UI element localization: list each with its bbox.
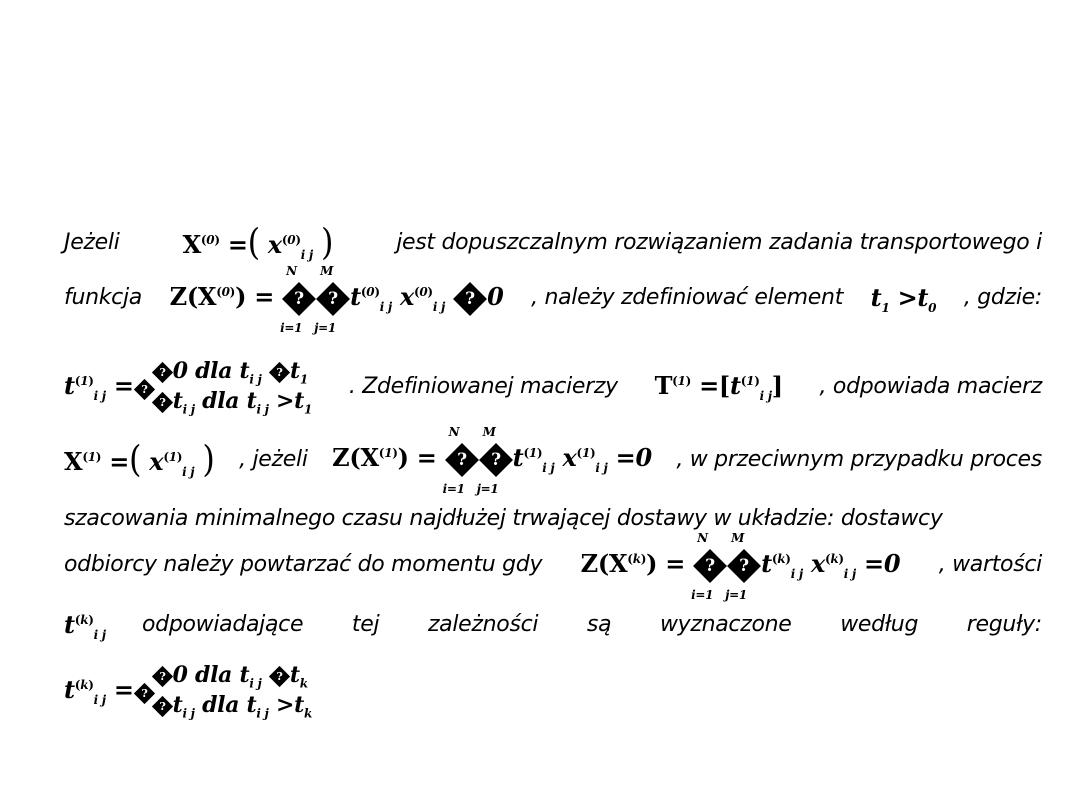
text-line-8 — [64, 654, 1042, 726]
text-line-7 — [64, 609, 1042, 642]
sum-symbol-i: ? N i=1 — [445, 446, 479, 472]
placeholder-glyph-icon: ? — [693, 549, 727, 583]
text-gdzie: , gdzie: — [963, 285, 1042, 311]
text-w-przeciwnym: , w przeciwnym przypadku proces — [676, 446, 1042, 472]
text-jezeli-2: , jeżeli — [239, 446, 308, 472]
placeholder-glyph-icon: ? — [134, 379, 155, 400]
text-line-4 — [64, 425, 1042, 496]
formula-t1-gt-t0: $t_1 >t_0$ — [870, 282, 937, 315]
placeholder-glyph-icon: ? — [269, 665, 290, 686]
formula-tk-piecewise: $t^{(k)}_{i j}$ = ? 0 dla $t_{i j}$ ? $t_k$ ? $t_{i j}$ dla $t_{i j} >t_k$ ? — [64, 662, 312, 721]
sum-symbol-j: ? M j=1 — [479, 446, 513, 472]
word: tej — [351, 612, 380, 637]
sum-symbol-i: ? N i=1 — [282, 285, 316, 311]
sum-symbol-i: ? N i=1 — [693, 552, 727, 578]
word: odpowiadające — [142, 612, 304, 637]
placeholder-glyph-icon: ? — [269, 361, 290, 382]
placeholder-glyph-icon: ? — [152, 361, 173, 382]
placeholder-glyph-icon: ? — [152, 391, 173, 412]
placeholder-glyph-icon: ? — [134, 683, 155, 704]
word: zależności — [427, 612, 539, 637]
word: są — [586, 612, 612, 637]
text-line-6 — [64, 531, 1042, 602]
placeholder-glyph-icon: ? — [152, 695, 173, 716]
formula-z-xk: $Z(X^{(k)})$ = ? N i=1 ? M j=1 $t^{(k)}_{i j}$ $x^{(k)}_{i j} =0$ — [580, 531, 901, 602]
placeholder-glyph-icon: ? — [727, 549, 761, 583]
text-szacowania: szacowania minimalnego czasu najdłużej trwającej dostawy w układzie: dostawcy — [64, 506, 943, 531]
text-odbiorcy: odbiorcy należy powtarzać do momentu gdy — [64, 552, 543, 578]
text-odpowiada: , odpowiada macierz — [819, 373, 1042, 399]
placeholder-glyph-icon: ? — [453, 282, 487, 316]
word: wyznaczone — [659, 612, 792, 637]
text-line1-rest: jest dopuszczalnym rozwiązaniem zadania transportowego i — [396, 229, 1042, 255]
text-zdefiniowanej: . Zdefiniowanej macierzy — [348, 373, 618, 399]
formula-T1: $T^{(1)} =[t^{(1)}_{i j}]$ — [654, 371, 783, 403]
text-funkcja: funkcja — [64, 285, 142, 311]
formula-x0-definition: $X^{(0)}$ =( $x^{(0)}_{i j}$ ) — [182, 220, 334, 264]
placeholder-glyph-icon: ? — [282, 282, 316, 316]
text-line-1 — [64, 220, 1042, 264]
placeholder-glyph-icon: ? — [316, 282, 350, 316]
sum-symbol-j: ? M j=1 — [727, 552, 761, 578]
text-jezeli: Jeżeli — [64, 229, 120, 255]
sum-symbol-j: ? M j=1 — [316, 285, 350, 311]
word: reguły: — [966, 612, 1042, 637]
formula-z-x1: $Z(X^{(1)})$ = ? N i=1 ? M j=1 $t^{(1)}_{i j}$ $x^{(1)}_{i j} =0$ — [332, 425, 652, 496]
word: według — [840, 612, 919, 637]
placeholder-glyph-icon: ? — [445, 443, 479, 477]
formula-z-x0: $Z(X^{(0)})$ = ? N i=1 ? M j=1 $t^{(0)}_{i j}$ $x^{(0)}_{i j}$ ? 0 — [169, 264, 504, 335]
text-nalezy: , należy zdefiniować element — [531, 285, 844, 311]
text-odpowiadajace — [142, 612, 1042, 637]
formula-x1-definition: $X^{(1)}$ =( $x^{(1)}_{i j}$ ) — [64, 437, 215, 481]
text-line-5 — [64, 506, 1042, 531]
placeholder-glyph-icon: ? — [152, 665, 173, 686]
text-line-2 — [64, 264, 1042, 335]
text-line-3 — [64, 352, 1042, 420]
formula-tk: $t^{(k)}_{i j}$ — [64, 609, 106, 642]
formula-t1-piecewise: $t^{(1)}_{i j}$ = ? 0 dla $t_{i j}$ ? $t_1$ ? $t_{i j}$ dla $t_{i j} >t_1$ ? — [64, 358, 313, 417]
text-wartosci: , wartości — [938, 552, 1042, 578]
placeholder-glyph-icon: ? — [479, 443, 513, 477]
